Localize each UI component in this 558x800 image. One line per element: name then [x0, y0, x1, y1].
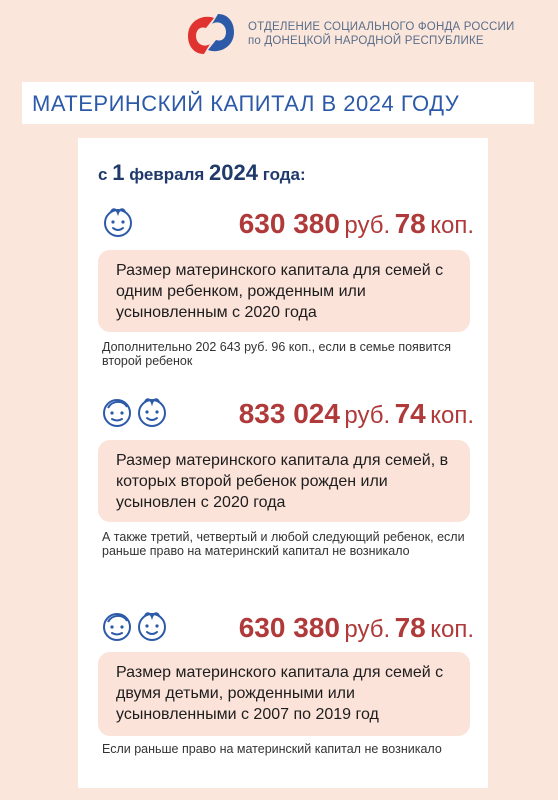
amount-kop: 78 — [394, 612, 426, 643]
description-text: Размер материнского капитала для семей с двумя детьми, рожденными или усыновленными с 2007 по 2019 год — [116, 664, 444, 723]
one-child-icon — [100, 204, 136, 238]
header — [0, 0, 558, 72]
two-children-icon — [100, 394, 172, 428]
note-3: Если раньше право на материнский капитал не возникало — [102, 742, 442, 756]
kop-label: коп. — [430, 402, 474, 429]
description-box-1 — [98, 250, 470, 332]
effective-date — [98, 160, 306, 186]
description-box-2 — [98, 440, 470, 522]
description-text: Размер материнского капитала для семей с одним ребенком, рожденным или усыновленным с 2020 года — [116, 262, 444, 321]
amount-block-3 — [239, 612, 474, 644]
amount-rub: 833 024 — [238, 398, 340, 429]
date-prefix: с — [98, 165, 108, 184]
title-banner — [22, 82, 534, 124]
rub-label: руб. — [344, 212, 391, 239]
date-year: 2024 — [209, 160, 258, 185]
sfr-logo-icon — [184, 10, 238, 58]
note-2: А также третий, четвертый и любой следующий ребенок, если раньше право на материнский капитал не возникало — [102, 530, 465, 558]
amount-kop: 74 — [394, 398, 426, 429]
org-name — [248, 20, 514, 48]
amount-rub: 630 380 — [238, 612, 340, 643]
date-suffix: года: — [262, 165, 306, 184]
rub-label: руб. — [344, 616, 391, 643]
description-text: Размер материнского капитала для семей, в которых второй ребенок рожден или усыновлен с 2020 года — [116, 452, 449, 511]
page-title: МАТЕРИНСКИЙ КАПИТАЛ В 2024 ГОДУ — [32, 91, 460, 116]
two-children-icon — [100, 608, 172, 642]
amount-rub: 630 380 — [238, 208, 340, 239]
org-name-line2: по ДОНЕЦКОЙ НАРОДНОЙ РЕСПУБЛИКЕ — [248, 35, 484, 47]
description-box-3 — [98, 652, 470, 736]
note-1: Дополнительно 202 643 руб. 96 коп., если в семье появится второй ребенок — [102, 340, 452, 368]
rub-label: руб. — [344, 402, 391, 429]
amount-block-2 — [239, 398, 474, 430]
kop-label: коп. — [430, 212, 474, 239]
date-month: февраля — [129, 165, 205, 184]
amount-block-1 — [239, 208, 474, 240]
org-name-line1: ОТДЕЛЕНИЕ СОЦИАЛЬНОГО ФОНДА РОССИИ — [248, 21, 515, 33]
amount-kop: 78 — [394, 208, 426, 239]
kop-label: коп. — [430, 616, 474, 643]
date-day: 1 — [112, 160, 125, 185]
content-card — [78, 138, 488, 788]
